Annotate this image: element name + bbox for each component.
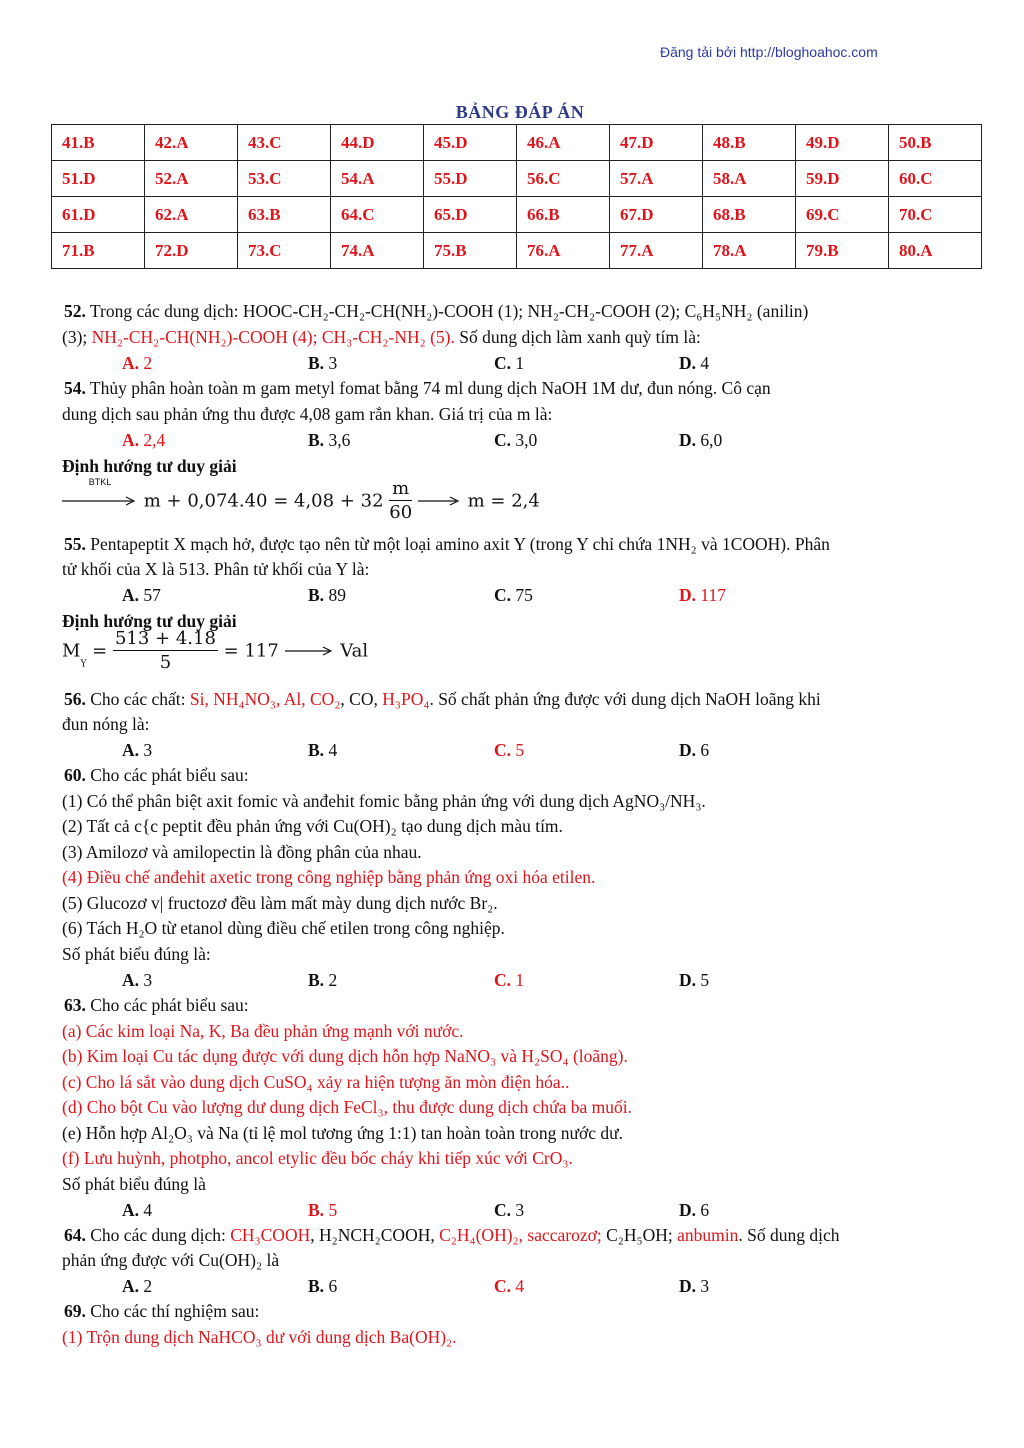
answer-cell: 62.A: [145, 197, 238, 233]
answer-cell: 42.A: [145, 125, 238, 161]
q63-option-a: A. 4: [122, 1200, 153, 1220]
answer-cell: 54.A: [331, 161, 424, 197]
answer-cell: 57.A: [610, 161, 703, 197]
arrow-icon: [62, 477, 138, 512]
answer-cell: 70.C: [889, 197, 982, 233]
q60-statement-6: (6) Tách H₂O từ etanol dùng điều chế etilen trong công nghiệp.: [62, 918, 505, 938]
q60-statement-4: (4) Điều chế anđehit axetic trong công nghiệp bằng phản ứng oxi hóa etilen.: [62, 867, 596, 887]
q60-statement-3: (3) Amilozơ và amilopectin là đồng phân của nhau.: [62, 842, 422, 862]
q52-line1: [64, 300, 808, 322]
answer-cell: 43.C: [238, 125, 331, 161]
answer-cell: 59.D: [796, 161, 889, 197]
answer-cell: 46.A: [517, 125, 610, 161]
answer-cell: 55.D: [424, 161, 517, 197]
answer-cell: 60.C: [889, 161, 982, 197]
q63-number: 63.: [64, 995, 86, 1015]
q69-line1: 69. Cho các thí nghiệm sau:: [64, 1301, 260, 1321]
answer-cell: 44.D: [331, 125, 424, 161]
q60-statement-2: (2) Tất cả c{c peptit đều phản ứng với Cu(OH)₂ tạo dung dịch màu tím.: [62, 816, 563, 836]
q64-line2: phản ứng được với Cu(OH)₂ là: [62, 1250, 280, 1270]
q54-option-c: C. 3,0: [494, 430, 538, 450]
answer-cell: 64.C: [331, 197, 424, 233]
q54-text1: Thủy phân hoàn toàn m gam metyl fomat bằng 74 ml dung dịch NaOH 1M dư, đun nóng. Cô cạn: [85, 378, 771, 398]
q56-number: 56.: [64, 689, 86, 709]
answer-row: [52, 233, 982, 269]
q55-number: 55.: [64, 534, 86, 554]
q52-option-a: A. 2: [122, 353, 153, 373]
q56-option-d: D. 6: [679, 740, 710, 760]
q55-m-symbol: M: [62, 640, 81, 662]
arrow-icon: [418, 491, 462, 512]
answer-cell: 71.B: [52, 233, 145, 269]
q54-equation: [62, 478, 540, 525]
answer-cell: 63.B: [238, 197, 331, 233]
q64-option-c: C. 4: [494, 1276, 525, 1296]
q52-text2c: Số dung dịch làm xanh quỳ tím là:: [454, 327, 701, 347]
q64-option-d: D. 3: [679, 1276, 710, 1296]
q55-option-c: C. 75: [494, 585, 533, 605]
q64-line1: 64. Cho các dung dịch: CH₃COOH, H₂NCH₂COOH, C₂H₄(OH)₂, saccarozơ; C₂H₅OH; anbumin. Số dung dịch: [64, 1225, 840, 1245]
q54-eq-right: m = 2,4: [467, 490, 540, 512]
answer-cell: 79.B: [796, 233, 889, 269]
q64-option-b: B. 6: [308, 1276, 338, 1296]
answer-cell: 48.B: [703, 125, 796, 161]
answer-cell: 75.B: [424, 233, 517, 269]
q60-option-d: D. 5: [679, 970, 710, 990]
q63-option-d: D. 6: [679, 1200, 710, 1220]
answer-cell: 69.C: [796, 197, 889, 233]
q54-fraction: $\frac{m}{60}$: [389, 478, 413, 523]
q63-statement-e: (e) Hỗn hợp Al₂O₃ và Na (tỉ lệ mol tương ứng 1:1) tan hoàn toàn trong nước dư.: [62, 1123, 623, 1143]
q60-statement-1: (1) Có thể phân biệt axit fomic và anđehit fomic bằng phản ứng với dung dịch AgNO₃/NH₃.: [62, 791, 706, 811]
q63-option-b: B. 5: [308, 1200, 338, 1220]
q52-text2a: (3);: [62, 327, 92, 347]
q60-statement-5: (5) Glucozơ v| fructozơ đều làm mất mày dung dịch nước Br₂.: [62, 893, 498, 913]
answer-cell: 49.D: [796, 125, 889, 161]
answer-cell: 65.D: [424, 197, 517, 233]
q52-line2: [62, 326, 701, 348]
q55-equation: $M_Y$ = $\frac{513 + 4.18}{5}$ = 117 Val: [62, 628, 369, 673]
q55-solution-heading: Định hướng tư duy giải: [62, 611, 237, 631]
answer-cell: 72.D: [145, 233, 238, 269]
q60-option-b: B. 2: [308, 970, 338, 990]
answer-cell: 68.B: [703, 197, 796, 233]
answer-cell: 58.A: [703, 161, 796, 197]
q63-statement-f: (f) Lưu huỳnh, photpho, ancol etylic đều bốc cháy khi tiếp xúc với CrO₃.: [62, 1148, 573, 1168]
answer-row: [52, 125, 982, 161]
q63-question: Số phát biểu đúng là: [62, 1174, 206, 1194]
q54-number: 54.: [64, 378, 86, 398]
q55-line1: [64, 533, 830, 555]
q55-fraction: $\frac{513 + 4.18}{5}$: [114, 628, 216, 673]
q52-text2b: NH₂-CH₂-CH(NH₂)-COOH (4); CH₃-CH₂-NH₂ (5).: [91, 327, 455, 347]
answer-row: [52, 161, 982, 197]
q63-statement-d: (d) Cho bột Cu vào lượng dư dung dịch FeCl₃, thu được dung dịch chứa ba muối.: [62, 1097, 632, 1117]
answer-cell: 76.A: [517, 233, 610, 269]
q55-option-d: D. 117: [679, 585, 726, 605]
q54-solution-heading: Định hướng tư duy giải: [62, 456, 237, 476]
q56-option-a: A. 3: [122, 740, 153, 760]
q64-option-a: A. 2: [122, 1276, 153, 1296]
q55-line2: tử khối của X là 513. Phân tử khối của Y là:: [62, 559, 370, 579]
answer-cell: 73.C: [238, 233, 331, 269]
q56-line1: 56. Cho các chất: Si, NH₄NO₃, Al, CO₂, CO, H₃PO₄. Số chất phản ứng được với dung dịch NaOH loãng khi: [64, 689, 821, 709]
q60-question: Số phát biểu đúng là:: [62, 944, 211, 964]
answer-cell: 45.D: [424, 125, 517, 161]
answer-cell: 78.A: [703, 233, 796, 269]
answer-cell: 61.D: [52, 197, 145, 233]
answer-cell: 41.B: [52, 125, 145, 161]
q52-option-c: C. 1: [494, 353, 525, 373]
answer-table-title: BẢNG ĐÁP ÁN: [455, 102, 585, 122]
answer-cell: 67.D: [610, 197, 703, 233]
q60-option-a: A. 3: [122, 970, 153, 990]
header-link[interactable]: Đăng tải bởi http://bloghoahoc.com: [660, 44, 878, 60]
q54-line1: [64, 377, 771, 399]
q54-option-a: A. 2,4: [122, 430, 166, 450]
answer-cell: 74.A: [331, 233, 424, 269]
q63-statement-c: (c) Cho lá sắt vào dung dịch CuSO₄ xảy ra hiện tượng ăn mòn điện hóa..: [62, 1072, 570, 1092]
q55-option-b: B. 89: [308, 585, 346, 605]
answer-cell: 50.B: [889, 125, 982, 161]
q63-option-c: C. 3: [494, 1200, 525, 1220]
answer-cell: 77.A: [610, 233, 703, 269]
q52-number: 52.: [64, 301, 86, 321]
q52-option-b: B. 3: [308, 353, 338, 373]
q55-text1: Pentapeptit X mạch hở, được tạo nên từ một loại amino axit Y (trong Y chỉ chứa 1NH₂ và 1COOH). Phân: [85, 534, 830, 554]
q63-statement-a: (a) Các kim loại Na, K, Ba đều phản ứng mạnh với nước.: [62, 1021, 464, 1041]
q54-option-b: B. 3,6: [308, 430, 351, 450]
q63-statement-b: (b) Kim loại Cu tác dụng được với dung dịch hỗn hợp NaNO₃ và H₂SO₄ (loãng).: [62, 1046, 628, 1066]
q60-option-c: C. 1: [494, 970, 525, 990]
arrow-label: BTKL: [88, 477, 112, 487]
q54-line2: dung dịch sau phản ứng thu được 4,08 gam rắn khan. Giá trị của m là:: [62, 404, 553, 424]
answer-cell: 53.C: [238, 161, 331, 197]
q55-eq-rest: = 117: [223, 640, 279, 662]
q55-option-a: A. 57: [122, 585, 161, 605]
q55-m-sub: Y: [80, 659, 87, 670]
q55-result: Val: [340, 640, 369, 662]
answer-table: [51, 124, 982, 269]
q52-text1: Trong các dung dịch: HOOC-CH₂-CH₂-CH(NH₂)-COOH (1); NH₂-CH₂-COOH (2); C₆H₅NH₂ (anilin): [85, 301, 809, 321]
arrow-icon: [285, 641, 335, 662]
answer-cell: 51.D: [52, 161, 145, 197]
q56-line2: đun nóng là:: [62, 714, 150, 734]
answer-cell: 56.C: [517, 161, 610, 197]
answer-cell: 66.B: [517, 197, 610, 233]
q56-option-b: B. 4: [308, 740, 338, 760]
q69-statement-1: (1) Trộn dung dịch NaHCO₃ dư với dung dịch Ba(OH)₂.: [62, 1327, 457, 1347]
answer-cell: 47.D: [610, 125, 703, 161]
q54-eq-left: m + 0,074.40 = 4,08 + 32: [143, 490, 384, 512]
q60-number: 60.: [64, 765, 86, 785]
q52-option-d: D. 4: [679, 353, 710, 373]
answer-row: [52, 197, 982, 233]
q64-number: 64.: [64, 1225, 86, 1245]
q60-line1: 60. Cho các phát biểu sau:: [64, 765, 249, 785]
q54-option-d: D. 6,0: [679, 430, 723, 450]
q69-number: 69.: [64, 1301, 86, 1321]
q56-option-c: C. 5: [494, 740, 525, 760]
answer-cell: 52.A: [145, 161, 238, 197]
q63-line1: 63. Cho các phát biểu sau:: [64, 995, 249, 1015]
answer-cell: 80.A: [889, 233, 982, 269]
